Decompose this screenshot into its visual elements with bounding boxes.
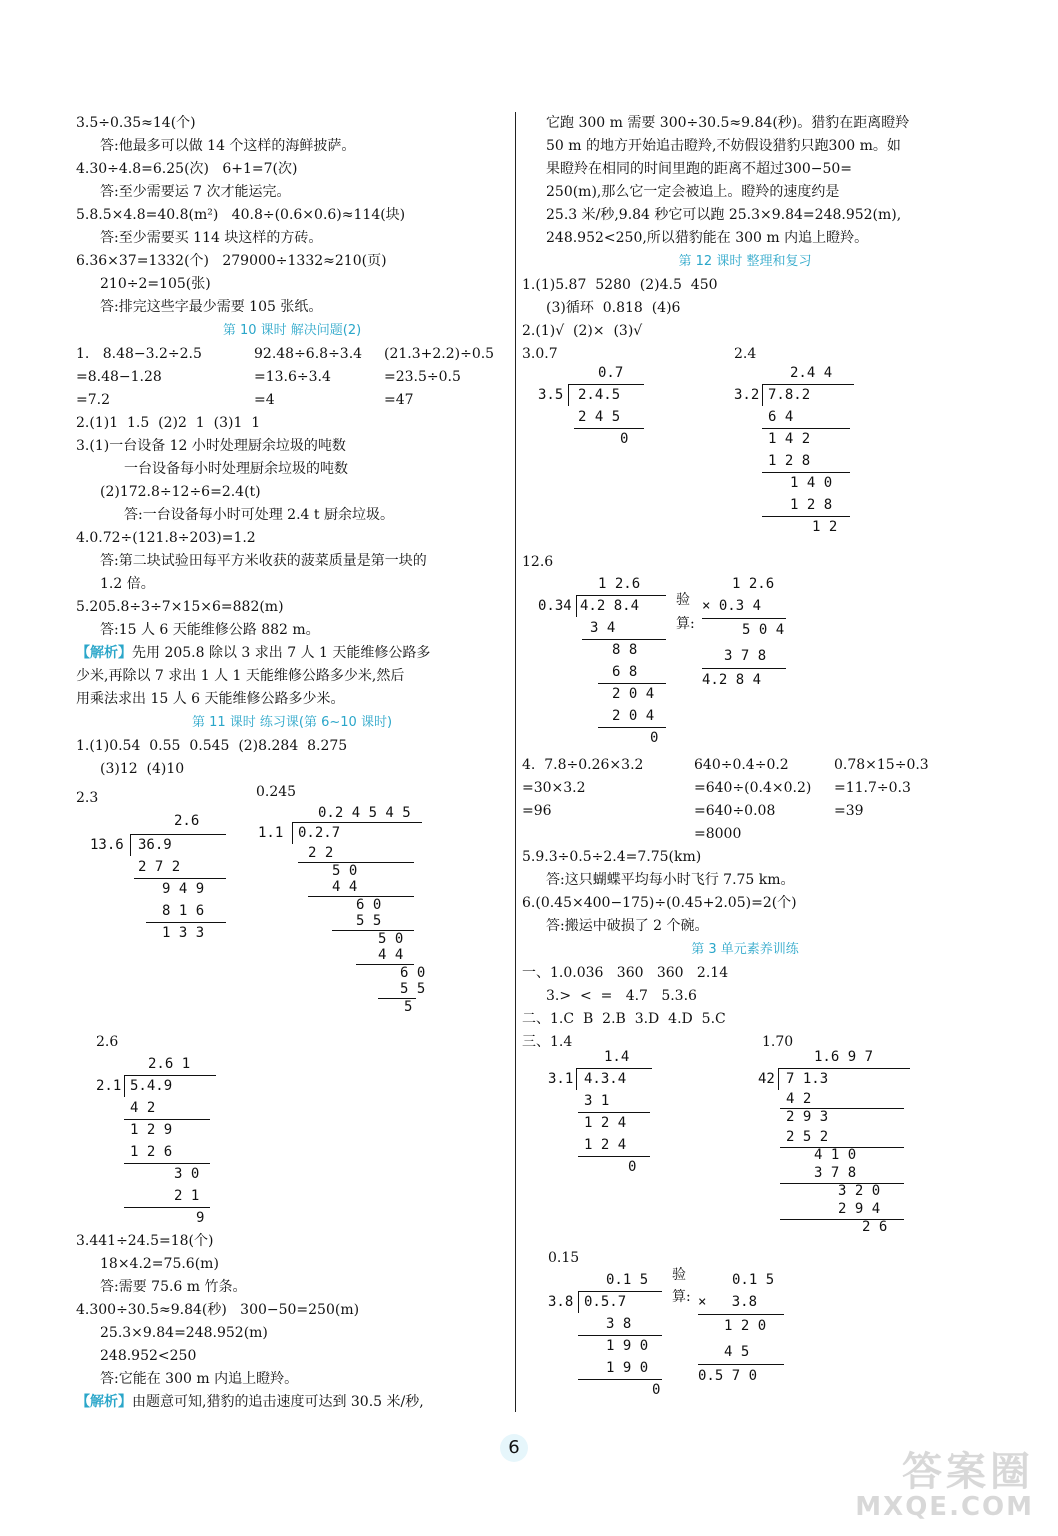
calc-cell: (21.3+2.2)÷0.5 bbox=[384, 346, 495, 362]
division-step: 2 0 4 bbox=[612, 686, 655, 702]
division-step: 1 2 9 bbox=[130, 1122, 173, 1138]
division-step: 3 8 bbox=[606, 1316, 632, 1332]
long-division-8 bbox=[758, 1047, 918, 1235]
multiplication-check-1 bbox=[702, 574, 812, 704]
division-bracket bbox=[576, 595, 577, 617]
text-line: 5.205.8÷3÷7×15×6=882(m) bbox=[76, 599, 284, 615]
step-line bbox=[578, 1156, 650, 1157]
text-line: 1.2 倍。 bbox=[100, 576, 155, 592]
division-step: 2 7 2 bbox=[138, 859, 181, 875]
long-division-2 bbox=[258, 803, 428, 1031]
product: 0.5 7 0 bbox=[698, 1368, 758, 1384]
analysis-tag: 【解析】 bbox=[76, 645, 132, 661]
text-line: 答:搬运中破损了 2 个碗。 bbox=[546, 918, 709, 934]
product-step: 1 2 0 bbox=[724, 1318, 767, 1334]
division-bracket bbox=[578, 1291, 579, 1313]
dividend: 5.4.9 bbox=[130, 1078, 173, 1094]
division-step: 0 bbox=[628, 1159, 637, 1175]
text-line: 210÷2=105(张) bbox=[100, 276, 211, 292]
division-group-2 bbox=[76, 1054, 508, 1226]
division-step: 2 1 bbox=[174, 1188, 200, 1204]
q1-calculation bbox=[76, 343, 508, 412]
dividend: 4.2 8.4 bbox=[580, 598, 640, 614]
text-line: 4.30÷4.8=6.25(次) 6+1=7(次) bbox=[76, 161, 298, 177]
divisor: 3.1 bbox=[548, 1071, 574, 1087]
division-step: 1 2 6 bbox=[130, 1144, 173, 1160]
section-heading-unit-3: 第 3 单元素养训练 bbox=[691, 942, 799, 957]
analysis-text: 由题意可知,猎豹的追击速度可达到 30.5 米/秒, bbox=[132, 1394, 424, 1410]
division-bracket bbox=[292, 822, 293, 844]
text-line: 答:15 人 6 天能维修公路 882 m。 bbox=[100, 622, 320, 638]
analysis-text: 用乘法求出 15 人 6 天能维修公路多少米。 bbox=[76, 691, 345, 707]
answer-label: 3.0.7 bbox=[522, 346, 558, 362]
division-step: 6 0 bbox=[356, 897, 382, 913]
quotient: 0.2 4 5 4 5 bbox=[318, 805, 411, 821]
text-line: 248.952<250 bbox=[100, 1348, 197, 1364]
dividend: 0.5.7 bbox=[584, 1294, 627, 1310]
division-step: 1 4 0 bbox=[790, 475, 833, 491]
text-line: 答:它能在 300 m 内追上瞪羚。 bbox=[100, 1371, 299, 1387]
division-group-1 bbox=[76, 781, 508, 1031]
text-line: 4.0.72÷(121.8÷203)=1.2 bbox=[76, 530, 256, 546]
long-division-9 bbox=[548, 1270, 668, 1400]
text-line: 2.(1)√ (2)× (3)√ bbox=[522, 323, 643, 339]
dividend: 36.9 bbox=[138, 837, 172, 853]
calc-cell: =7.2 bbox=[76, 392, 110, 408]
calc-cell bbox=[522, 823, 694, 846]
division-step: 5 0 bbox=[332, 863, 358, 879]
text-line: 50 m 的地方开始追击瞪羚,不妨假设猎豹只跑300 m。如 bbox=[546, 138, 901, 154]
division-bracket bbox=[124, 1075, 125, 1097]
text-line: 答:至少需要运 7 次才能运完。 bbox=[100, 184, 291, 200]
division-step: 2 9 4 bbox=[838, 1201, 881, 1217]
calc-cell: 4. 7.8÷0.26×3.2 bbox=[522, 757, 644, 773]
step-line bbox=[702, 618, 786, 619]
page-number: 6 bbox=[500, 1434, 528, 1462]
long-division-7 bbox=[548, 1047, 658, 1175]
answer-label: 2.6 bbox=[96, 1034, 119, 1050]
division-group-4 bbox=[522, 574, 968, 744]
calc-cell: =96 bbox=[522, 803, 552, 819]
division-step: 3 2 0 bbox=[838, 1183, 881, 1199]
divisor: 2.1 bbox=[96, 1078, 122, 1094]
analysis-text: 少米,再除以 7 求出 1 人 1 天能维修公路多少米,然后 bbox=[76, 668, 405, 684]
divisor: 3.5 bbox=[538, 387, 564, 403]
multiplicand: 1 2.6 bbox=[732, 576, 775, 592]
division-step: 2 5 2 bbox=[786, 1129, 829, 1145]
division-group-3 bbox=[522, 343, 968, 543]
division-step: 1 3 3 bbox=[162, 925, 205, 941]
dividend: 7 1.3 bbox=[786, 1071, 829, 1087]
division-step: 3 0 bbox=[174, 1166, 200, 1182]
text-line: 3.(1)一台设备 12 小时处理厨余垃圾的吨数 bbox=[76, 438, 346, 454]
text-line: 6.36×37=1332(个) 279000÷1332≈210(页) bbox=[76, 253, 387, 269]
division-step: 0 bbox=[650, 730, 659, 746]
division-step: 3 7 8 bbox=[814, 1165, 857, 1181]
text-line: 果瞪羚在相同的时间里跑的距离不超过300−50= bbox=[546, 161, 852, 177]
answer-label: 2.3 bbox=[76, 790, 99, 806]
dividend: 4.3.4 bbox=[584, 1071, 627, 1087]
quotient: 1.6 9 7 bbox=[814, 1049, 874, 1065]
division-step: 2 2 bbox=[308, 845, 334, 861]
text-line: (2)172.8÷12÷6=2.4(t) bbox=[100, 484, 261, 500]
text-line: 一台设备每小时处理厨余垃圾的吨数 bbox=[124, 461, 348, 477]
answer-label: 三、1.4 bbox=[522, 1034, 573, 1050]
column-divider bbox=[515, 112, 516, 1412]
left-column bbox=[76, 112, 508, 1414]
division-group-6 bbox=[522, 1267, 968, 1400]
quotient: 0.7 bbox=[598, 365, 624, 381]
analysis-line bbox=[76, 1391, 508, 1414]
division-step: 1 2 8 bbox=[790, 497, 833, 513]
calc-cell: 92.48÷6.8÷3.4 bbox=[254, 346, 363, 362]
text-line: 一、1.0.036 360 360 2.14 bbox=[522, 965, 729, 981]
section-heading-lesson-12: 第 12 课时 整理和复习 bbox=[678, 254, 812, 269]
quotient: 1.4 bbox=[604, 1049, 630, 1065]
division-bracket bbox=[778, 1068, 779, 1090]
division-step: 1 2 4 bbox=[584, 1115, 627, 1131]
divisor: 0.34 bbox=[538, 598, 572, 614]
calc-cell: =30×3.2 bbox=[522, 780, 586, 796]
answer-label: 0.15 bbox=[548, 1250, 580, 1266]
dividend: 2.4.5 bbox=[578, 387, 621, 403]
step-line bbox=[574, 428, 644, 429]
text-line: (3)循环 0.818 (4)6 bbox=[546, 300, 681, 316]
division-step: 4 4 bbox=[332, 879, 358, 895]
divisor: 1.1 bbox=[258, 825, 284, 841]
division-step: 4 4 bbox=[378, 947, 404, 963]
division-step: 0 bbox=[620, 431, 629, 447]
dividend: 7.8.2 bbox=[768, 387, 811, 403]
division-step: 2 4 5 bbox=[578, 409, 621, 425]
product-step: 3 7 8 bbox=[724, 648, 767, 664]
text-line: 6.(0.45×400−175)÷(0.45+2.05)=2(个) bbox=[522, 895, 797, 911]
answer-label: 0.24̇5̇ bbox=[256, 784, 297, 800]
division-step: 5 bbox=[404, 999, 413, 1015]
division-step: 1 2 4 bbox=[584, 1137, 627, 1153]
division-step: 4 1 0 bbox=[814, 1147, 857, 1163]
dividend: 0.2.7 bbox=[298, 825, 341, 841]
divisor: 13.6 bbox=[90, 837, 124, 853]
division-step: 9 4 9 bbox=[162, 881, 205, 897]
quotient: 1 2.6 bbox=[598, 576, 641, 592]
check-label: 验算: bbox=[676, 592, 695, 632]
division-step: 2 6 bbox=[862, 1219, 888, 1235]
calc-cell: 0.78×15÷0.3 bbox=[834, 757, 929, 773]
text-line: 248.952<250,所以猎豹能在 300 m 内追上瞪羚。 bbox=[546, 230, 869, 246]
division-step: 5 0 bbox=[378, 931, 404, 947]
step-line bbox=[578, 1379, 662, 1380]
division-step: 4 2 bbox=[130, 1100, 156, 1116]
text-line: 答:这只蝴蝶平均每小时飞行 7.75 km。 bbox=[546, 872, 795, 888]
watermark-logo bbox=[855, 1440, 1042, 1526]
text-line: 答:一台设备每小时可处理 2.4 t 厨余垃圾。 bbox=[124, 507, 394, 523]
division-bracket bbox=[130, 834, 131, 856]
text-line: 18×4.2=75.6(m) bbox=[100, 1256, 219, 1272]
analysis-line bbox=[76, 642, 508, 665]
quotient: 0.1 5 bbox=[606, 1272, 649, 1288]
calc-cell: =8000 bbox=[694, 826, 742, 842]
division-bracket bbox=[762, 384, 763, 406]
step-line bbox=[698, 1364, 784, 1365]
division-step: 5 5 bbox=[356, 913, 382, 929]
division-step: 8 1 6 bbox=[162, 903, 205, 919]
divisor: 3.8 bbox=[548, 1294, 574, 1310]
calc-cell: =8.48−1.28 bbox=[76, 369, 162, 385]
division-step: 0 bbox=[652, 1382, 661, 1398]
division-step: 3 1 bbox=[584, 1093, 610, 1109]
calc-cell: =4 bbox=[254, 392, 275, 408]
text-line: 3.441÷24.5=18(个) bbox=[76, 1233, 214, 1249]
analysis-tag: 【解析】 bbox=[76, 1394, 132, 1410]
text-line: 4.300÷30.5≈9.84(秒) 300−50=250(m) bbox=[76, 1302, 360, 1318]
calc-cell: =23.5÷0.5 bbox=[384, 369, 461, 385]
quotient: 2.6 bbox=[174, 813, 200, 829]
watermark-text: MXQE.COM bbox=[855, 1492, 1034, 1522]
quotient: 2.6 1 bbox=[148, 1056, 191, 1072]
text-line: 1.(1)0.5̇4̇ 0.55 0.545 (2)8.284 8.275 bbox=[76, 738, 348, 754]
text-line: 答:至少需要买 114 块这样的方砖。 bbox=[100, 230, 323, 246]
text-line: 3.5÷0.35≈14(个) bbox=[76, 115, 196, 131]
text-line: (3)12 (4)10 bbox=[100, 761, 185, 777]
division-step: 9 bbox=[196, 1210, 205, 1226]
calc-cell: =39 bbox=[834, 803, 864, 819]
step-line bbox=[702, 668, 786, 669]
text-line: 3.> < = 4.7 5.3.6 bbox=[546, 988, 697, 1004]
division-bracket bbox=[568, 384, 569, 406]
analysis-text: 先用 205.8 除以 3 求出 7 人 1 天能维修公路多 bbox=[132, 645, 431, 661]
product-step: 5 0 4 bbox=[742, 622, 785, 638]
text-line: 25.3 米/秒,9.84 秒它可以跑 25.3×9.84=248.952(m), bbox=[546, 207, 902, 223]
right-column bbox=[522, 112, 968, 1400]
text-line: 2.(1)1 1.5 (2)2 1 (3)1 1 bbox=[76, 415, 261, 431]
long-division-4 bbox=[538, 363, 648, 463]
text-line: 答:排完这些字最少需要 105 张纸。 bbox=[100, 299, 323, 315]
division-step: 6 0 bbox=[400, 965, 426, 981]
quotient: 2.4 4 bbox=[790, 365, 833, 381]
long-division-6 bbox=[538, 574, 668, 744]
division-step: 1 9 0 bbox=[606, 1338, 649, 1354]
calc-cell: 640÷0.4÷0.2 bbox=[694, 757, 789, 773]
division-step: 3 4 bbox=[590, 620, 616, 636]
divisor: 42 bbox=[758, 1071, 775, 1087]
multiplier: × 0.3 4 bbox=[702, 598, 762, 614]
division-step: 6 8 bbox=[612, 664, 638, 680]
multiplier: × 3.8 bbox=[698, 1294, 758, 1310]
text-line: 5.8.5×4.8=40.8(m²) 40.8÷(0.6×0.6)≈114(块) bbox=[76, 207, 406, 223]
text-line: 它跑 300 m 需要 300÷30.5≈9.84(秒)。猎豹在距离瞪羚 bbox=[546, 115, 910, 131]
division-step: 1 4 2 bbox=[768, 431, 811, 447]
calc-cell: =13.6÷3.4 bbox=[254, 369, 331, 385]
division-step: 8 8 bbox=[612, 642, 638, 658]
answer-label: 1.70 bbox=[762, 1034, 794, 1050]
division-step: 2 9 3 bbox=[786, 1109, 829, 1125]
text-line: 5.9.3÷0.5÷2.4=7.75(km) bbox=[522, 849, 702, 865]
long-division-3 bbox=[96, 1054, 236, 1226]
section-heading-lesson-11: 第 11 课时 练习课(第 6~10 课时) bbox=[191, 715, 393, 730]
step-line bbox=[698, 1314, 784, 1315]
division-step: 2 0 4 bbox=[612, 708, 655, 724]
calc-cell: =47 bbox=[384, 392, 414, 408]
text-line: 25.3×9.84=248.952(m) bbox=[100, 1325, 268, 1341]
product-step: 4 5 bbox=[724, 1344, 750, 1360]
text-line: 答:需要 75.6 m 竹条。 bbox=[100, 1279, 247, 1295]
divisor: 3.2 bbox=[734, 387, 760, 403]
division-step: 1 2 8 bbox=[768, 453, 811, 469]
calc-cell: =640÷(0.4×0.2) bbox=[694, 780, 812, 796]
division-step: 5 5 bbox=[400, 981, 426, 997]
q4-calculation bbox=[522, 754, 968, 846]
calc-cell: =11.7÷0.3 bbox=[834, 780, 911, 796]
text-line: 答:第二块试验田每平方米收获的菠菜质量是第一块的 bbox=[100, 553, 427, 569]
long-division-5 bbox=[734, 363, 864, 543]
calc-cell: =640÷0.08 bbox=[694, 803, 776, 819]
multiplication-check-2 bbox=[698, 1270, 808, 1400]
check-label: 验算: bbox=[672, 1267, 691, 1305]
division-step: 1 2 bbox=[812, 519, 838, 535]
product: 4.2 8 4 bbox=[702, 672, 762, 688]
division-step: 4 2 bbox=[786, 1091, 812, 1107]
multiplicand: 0.1 5 bbox=[732, 1272, 775, 1288]
text-line: 1.(1)5.87 5280 (2)4.5 450 bbox=[522, 277, 718, 293]
division-bracket bbox=[576, 1068, 577, 1090]
division-group-5 bbox=[522, 1031, 968, 1235]
division-step: 1 9 0 bbox=[606, 1360, 649, 1376]
answer-label: 12.6 bbox=[522, 554, 554, 570]
text-line: 二、1.C B 2.B 3.D 4.D 5.C bbox=[522, 1011, 726, 1027]
section-heading-lesson-10: 第 10 课时 解决问题(2) bbox=[222, 323, 362, 338]
text-line: 250(m),那么它一定会被追上。瞪羚的速度约是 bbox=[546, 184, 840, 200]
text-line: 答:他最多可以做 14 个这样的海鲜披萨。 bbox=[100, 138, 356, 154]
division-step: 6 4 bbox=[768, 409, 794, 425]
calc-cell: 1. 8.48−3.2÷2.5 bbox=[76, 346, 202, 362]
watermark-text: 答案圈 bbox=[902, 1449, 1034, 1495]
answer-label: 2.4 bbox=[734, 346, 757, 362]
long-division-1 bbox=[90, 811, 230, 951]
